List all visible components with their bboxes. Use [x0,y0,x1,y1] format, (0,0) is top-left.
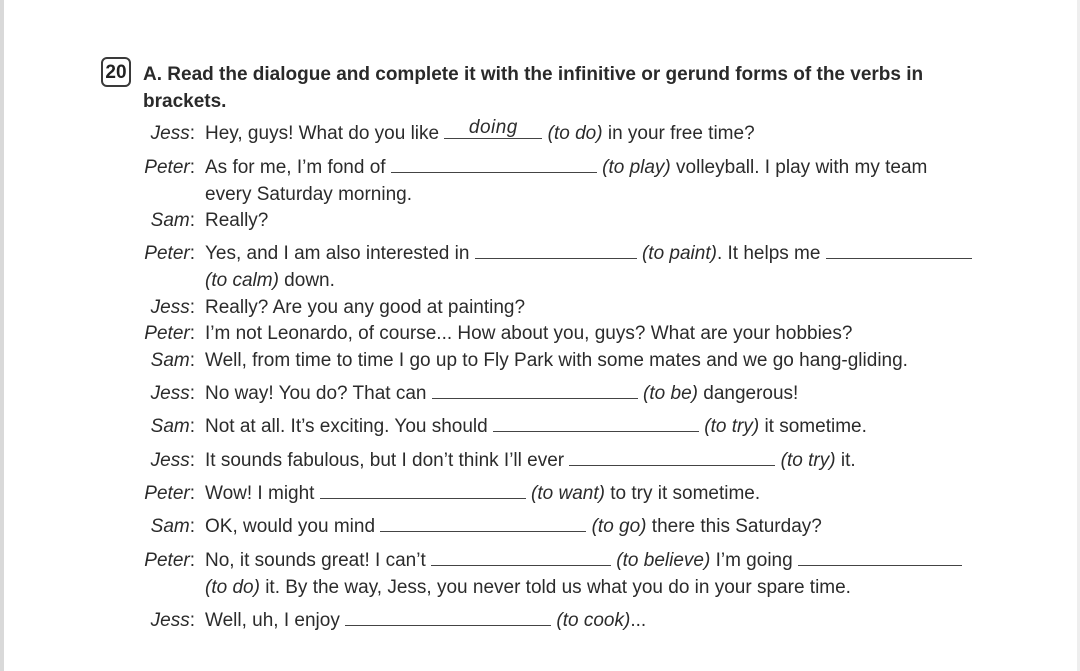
answer-blank[interactable] [432,384,638,399]
dialogue-text: Wow! I might (to want) to try it sometime. [205,483,761,504]
answer-blank[interactable] [493,417,699,432]
answer-blank[interactable] [431,551,611,566]
dialogue-text: No, it sounds great! I can’t (to believe) I’m going [205,550,962,572]
verb-hint: (to try) [780,450,836,471]
answer-blank[interactable] [345,611,551,626]
speaker-label: Peter: [144,243,195,264]
speaker-label: Jess: [150,610,195,631]
verb-hint: (to calm) [205,270,279,291]
speaker-label: Sam: [150,350,195,371]
speaker-label: Jess: [150,123,195,144]
answer-blank[interactable] [569,451,775,466]
dialogue-text: As for me, I’m fond of (to play) volleyball. I play with my team [205,157,928,178]
verb-hint: (to do) [547,123,603,144]
speaker-label: Jess: [150,450,195,471]
dialogue-text: I’m not Leonardo, of course... How about you, guys? What are your hobbies? [205,323,853,344]
dialogue-text: Yes, and I am also interested in (to paint). It helps me [205,243,972,265]
dialogue-text: Really? Are you any good at painting? [205,297,526,318]
dialogue-text: Well, from time to time I go up to Fly Park with some mates and we go hang-gliding. [205,350,908,371]
answer-blank[interactable] [475,244,637,259]
verb-hint: (to cook) [556,610,631,631]
dialogue-text: Not at all. It’s exciting. You should (to try) it sometime. [205,416,867,437]
answer-blank[interactable] [798,551,962,566]
speaker-label: Peter: [144,483,195,504]
verb-hint: (to be) [643,383,698,404]
speaker-label: Sam: [150,516,195,537]
answer-blank[interactable] [320,484,526,499]
left-scan-edge [0,0,4,671]
answer-blank[interactable] [380,517,586,532]
verb-hint: (to do) [205,577,260,598]
instruction-line-2: brackets. [143,91,227,112]
dialogue-continuation: (to do) it. By the way, Jess, you never told us what you do in your spare time. [205,577,851,598]
dialogue-text: Really? [205,210,269,231]
speaker-label: Peter: [144,157,195,178]
dialogue-text: No way! You do? That can (to be) dangerous! [205,383,799,404]
exercise-instruction [143,61,1043,115]
filled-answer: doing [468,117,518,138]
exercise-number-badge: 20 [101,57,131,87]
verb-hint: (to go) [591,516,647,537]
answer-blank[interactable] [391,158,597,173]
verb-hint: (to believe) [616,550,711,571]
verb-hint: (to play) [602,157,671,178]
dialogue-text: Well, uh, I enjoy (to cook)... [205,610,647,631]
answer-blank[interactable] [826,244,972,259]
dialogue-continuation: (to calm) down. [205,270,335,291]
verb-hint: (to paint) [641,243,717,264]
speaker-label: Jess: [150,383,195,404]
dialogue-text: It sounds fabulous, but I don’t think I’ll ever (to try) it. [205,450,856,471]
speaker-label: Peter: [144,550,195,571]
dialogue-text: Hey, guys! What do you like doing (to do) in your free time? [205,117,755,144]
dialogue-continuation: every Saturday morning. [205,184,412,205]
speaker-label: Sam: [150,416,195,437]
dialogue-text: OK, would you mind (to go) there this Saturday? [205,516,822,537]
speaker-label: Peter: [144,323,195,344]
verb-hint: (to want) [531,483,605,504]
instruction-line-1: A. Read the dialogue and complete it with the infinitive or gerund forms of the verbs in [143,64,924,85]
verb-hint: (to try) [704,416,760,437]
speaker-label: Sam: [150,210,195,231]
speaker-label: Jess: [150,297,195,318]
answer-blank[interactable] [444,117,542,139]
